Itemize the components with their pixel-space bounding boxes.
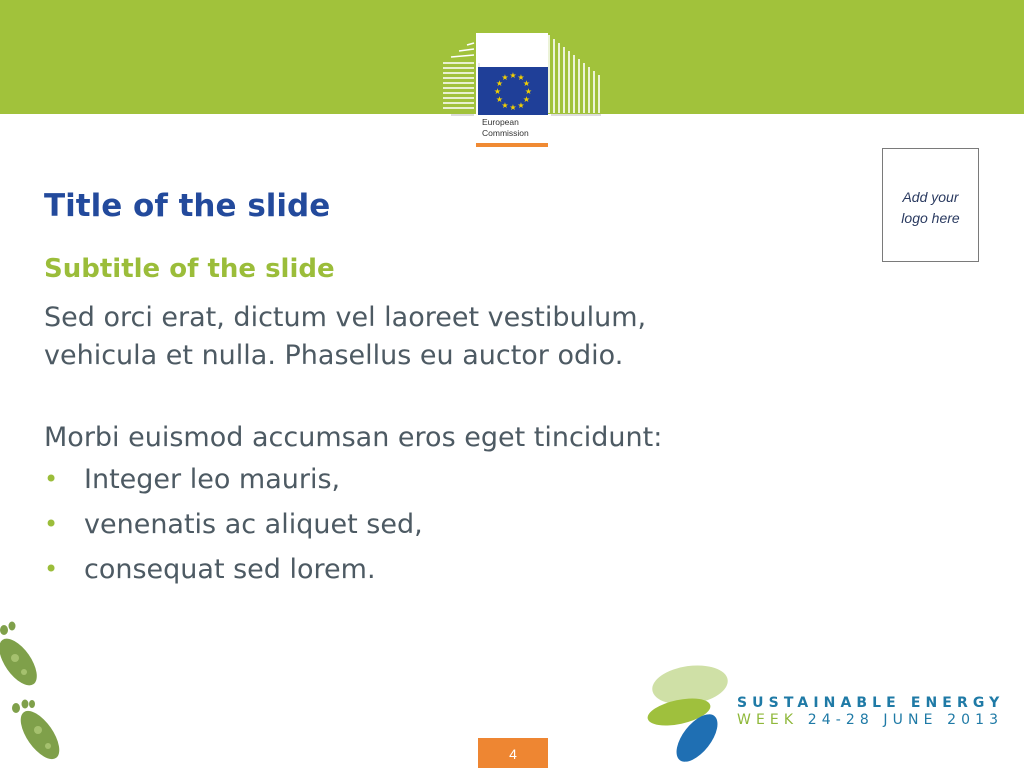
svg-text:★: ★ — [501, 73, 509, 82]
footprints-icon — [0, 620, 90, 768]
bullet-list — [44, 457, 804, 592]
svg-text:★: ★ — [509, 103, 517, 112]
slide-subtitle[interactable]: Subtitle of the slide — [44, 254, 335, 284]
logo-placeholder[interactable] — [882, 148, 979, 262]
org-name-line1: European — [482, 117, 519, 127]
ec-logo-underline — [476, 143, 548, 147]
list-item-text: venenatis ac aliquet sed, — [84, 509, 423, 540]
event-date-line — [737, 712, 1003, 728]
list-intro: Morbi euismod accumsan eros eget tincidunt: — [44, 422, 663, 453]
paragraph-line2: vehicula et nulla. Phasellus eu auctor odio. — [44, 340, 624, 371]
sustainable-energy-week-icon — [645, 663, 735, 763]
page-number: 4 — [478, 738, 548, 768]
ec-logo-text — [482, 117, 529, 139]
logo-placeholder-line2: logo here — [901, 210, 960, 226]
bullet-icon: • — [44, 510, 59, 538]
svg-text:★: ★ — [524, 87, 533, 96]
slide-body[interactable] — [44, 299, 804, 592]
list-item — [44, 547, 804, 592]
svg-text:★: ★ — [501, 101, 509, 110]
logo-placeholder-text — [883, 187, 978, 229]
svg-text:★: ★ — [493, 87, 502, 96]
org-name-line2: Commission — [482, 128, 529, 138]
bullet-icon: • — [44, 465, 59, 493]
paragraph-line1: Sed orci erat, dictum vel laoreet vestibulum, — [44, 302, 647, 333]
svg-text:★: ★ — [495, 79, 504, 88]
svg-text:★: ★ — [495, 95, 504, 104]
svg-text:★: ★ — [522, 95, 531, 104]
svg-text:★: ★ — [509, 71, 517, 80]
list-item — [44, 502, 804, 547]
event-name: SUSTAINABLE ENERGY — [737, 695, 1005, 711]
logo-placeholder-line1: Add your — [902, 189, 959, 205]
svg-text:★: ★ — [517, 101, 525, 110]
slide-title[interactable]: Title of the slide — [44, 188, 331, 224]
list-item-text: Integer leo mauris, — [84, 464, 341, 495]
event-dates: 24-28 JUNE 2013 — [807, 712, 1004, 728]
list-item-text: consequat sed lorem. — [84, 554, 376, 585]
event-week: WEEK — [737, 712, 799, 728]
bullet-icon: • — [44, 555, 59, 583]
svg-text:★: ★ — [517, 73, 525, 82]
list-item — [44, 457, 804, 502]
svg-text:★: ★ — [522, 79, 531, 88]
